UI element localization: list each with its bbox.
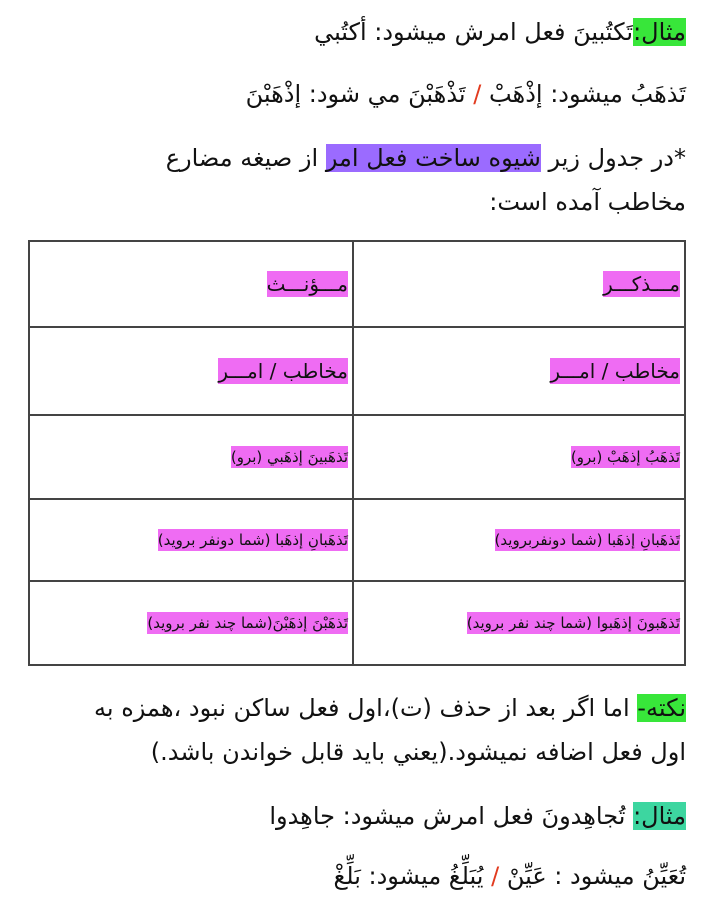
- example-label: مثال:: [633, 18, 686, 46]
- cell-text: تَذهَبُ إذهَبْ (برو): [570, 448, 680, 466]
- example-label-2: مثال:: [633, 802, 686, 830]
- intro-line-2: مخاطب آمده است:: [489, 188, 686, 216]
- example-text: تَكتُبينَ فعل امرش ميشود: أكتُبي: [314, 18, 634, 46]
- example-line-2: [30, 76, 686, 112]
- example-text-2: تُجاهِدونَ فعل امرش ميشود: جاهِدوا: [269, 802, 626, 830]
- example-line-1: [30, 14, 686, 50]
- table-cell: [29, 327, 353, 415]
- imperative-table: [28, 240, 686, 666]
- cell-text: تَذهَبانِ إذهَبا (شما دونفر برويد): [157, 531, 348, 549]
- note-text-1: اما اگر بعد از حذف (ت)،اول فعل ساكن نبود ،همزه به: [94, 694, 630, 722]
- table-cell: [353, 415, 685, 499]
- example-4a: تُعَيِّنُ ميشود : عَيِّنْ: [506, 862, 686, 890]
- example-4b: يُبَلِّغُ ميشود: بَلِّغْ: [333, 862, 484, 890]
- example-line-3: [30, 798, 686, 834]
- intro-highlight: شيوه ساخت فعل امر: [325, 144, 541, 172]
- intro-rest: از صيغه مضارع: [165, 144, 319, 172]
- table-row: [29, 241, 685, 327]
- separator-slash: /: [473, 80, 482, 108]
- intro-paragraph: [28, 136, 686, 224]
- cell-text: تَذهَبْنَ إذهَبْنَ(شما چند نفر برويد): [147, 614, 348, 632]
- masculine-header: مـــذكـــر: [603, 272, 680, 296]
- table-row: [29, 415, 685, 499]
- table-cell: [29, 499, 353, 581]
- feminine-header: مـــؤنـــث: [266, 272, 348, 296]
- table-cell: [353, 241, 685, 327]
- note-paragraph: [28, 686, 686, 774]
- example-line-4: [30, 858, 686, 894]
- table-row: [29, 327, 685, 415]
- separator-slash: /: [491, 862, 500, 890]
- example-2a: تَذهَبُ ميشود: إذْهَبْ: [488, 80, 686, 108]
- table-cell: [29, 415, 353, 499]
- table-cell: [353, 581, 685, 665]
- cell-text: تَذهَبانِ إذهَبا (شما دونفربرويد): [494, 531, 680, 549]
- table-cell: [353, 499, 685, 581]
- table-cell: [29, 241, 353, 327]
- intro-star-text: *در جدول زير: [548, 144, 686, 172]
- cell-text: تَذهَبينَ إذهَبي (برو): [230, 448, 348, 466]
- table-row: [29, 499, 685, 581]
- example-2b: تَذْهَبْنَ مي شود: إذْهَبْنَ: [245, 80, 466, 108]
- table-row: [29, 581, 685, 665]
- note-label: نكته-: [637, 694, 686, 722]
- cell-text: تَذهَبونَ إذهَبوا (شما چند نفر برويد): [466, 614, 680, 632]
- subheader-left: مخاطب / امـــر: [218, 359, 348, 383]
- subheader-right: مخاطب / امـــر: [550, 359, 680, 383]
- table-cell: [29, 581, 353, 665]
- table-cell: [353, 327, 685, 415]
- note-text-2: اول فعل اضافه نميشود.(يعني بايد قابل خواندن باشد.): [150, 738, 686, 766]
